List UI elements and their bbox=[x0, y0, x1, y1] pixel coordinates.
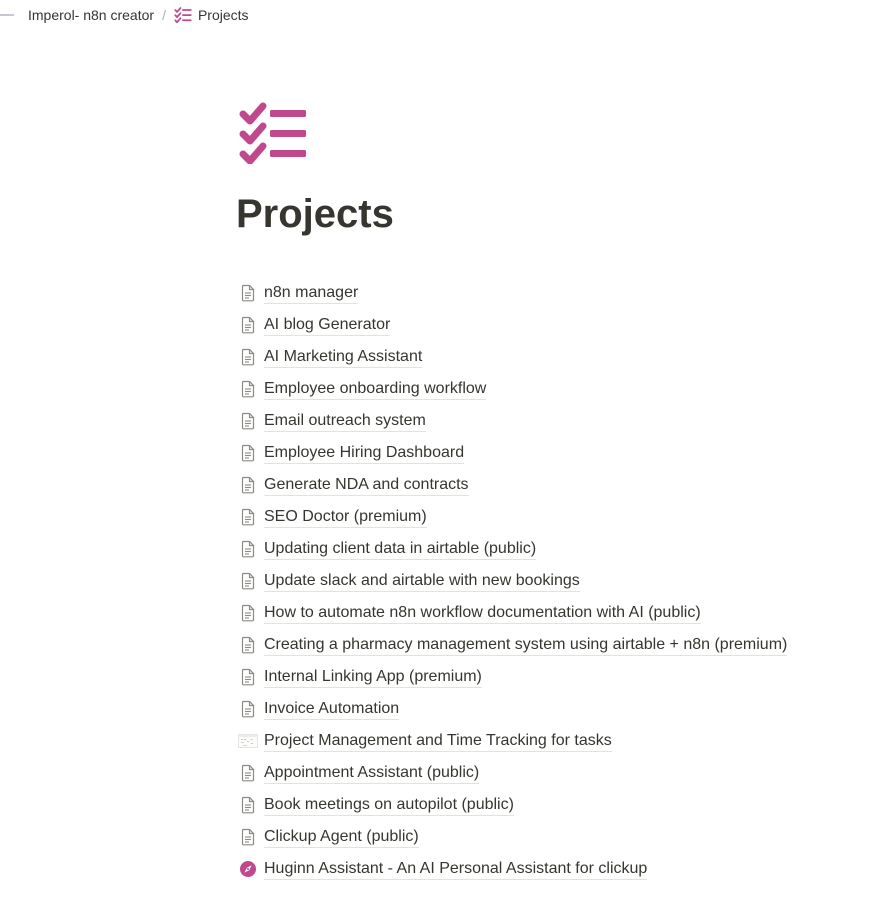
page-title[interactable]: Projects bbox=[236, 192, 394, 236]
compass-icon bbox=[238, 859, 258, 879]
list-item-label: Generate NDA and contracts bbox=[264, 475, 469, 496]
page-icon bbox=[238, 635, 258, 655]
list-item-label: Invoice Automation bbox=[264, 699, 399, 720]
page-icon bbox=[238, 571, 258, 591]
list-item-label: Employee Hiring Dashboard bbox=[264, 443, 464, 464]
page-icon bbox=[238, 283, 258, 303]
list-item-label: AI Marketing Assistant bbox=[264, 347, 422, 368]
page-icon bbox=[238, 507, 258, 527]
page-icon bbox=[238, 795, 258, 815]
list-item-label: Internal Linking App (premium) bbox=[264, 667, 482, 688]
list-item[interactable] bbox=[238, 341, 878, 373]
list-item[interactable] bbox=[238, 373, 878, 405]
page-icon bbox=[238, 827, 258, 847]
breadcrumb-workspace-label: Imperol- n8n creator bbox=[28, 7, 155, 23]
list-item[interactable] bbox=[238, 565, 878, 597]
list-item[interactable] bbox=[238, 725, 878, 757]
list-item-label: Employee onboarding workflow bbox=[264, 379, 486, 400]
list-item-label: AI blog Generator bbox=[264, 315, 390, 336]
checklist-icon bbox=[174, 6, 192, 24]
page-icon bbox=[238, 411, 258, 431]
list-item[interactable] bbox=[238, 629, 878, 661]
list-item-label: Update slack and airtable with new bookings bbox=[264, 571, 580, 592]
page-icon bbox=[238, 699, 258, 719]
calendar-thumbnail-icon bbox=[238, 731, 258, 751]
list-item[interactable] bbox=[238, 821, 878, 853]
list-item-label: n8n manager bbox=[264, 283, 358, 304]
list-item[interactable] bbox=[238, 533, 878, 565]
list-item[interactable] bbox=[238, 661, 878, 693]
page-icon bbox=[238, 603, 258, 623]
page-icon bbox=[238, 475, 258, 495]
page-icon bbox=[238, 667, 258, 687]
breadcrumb-workspace[interactable] bbox=[0, 7, 154, 23]
list-item-label: Creating a pharmacy management system using airtable + n8n (premium) bbox=[264, 635, 787, 656]
breadcrumb-separator: / bbox=[162, 7, 166, 23]
page-icon bbox=[238, 315, 258, 335]
list-item[interactable] bbox=[238, 853, 878, 885]
list-item[interactable] bbox=[238, 501, 878, 533]
list-item-label: How to automate n8n workflow documentation with AI (public) bbox=[264, 603, 701, 624]
page-icon bbox=[238, 443, 258, 463]
list-item[interactable] bbox=[238, 597, 878, 629]
list-item[interactable] bbox=[238, 789, 878, 821]
page-icon bbox=[238, 539, 258, 559]
list-item[interactable] bbox=[238, 437, 878, 469]
list-item[interactable] bbox=[238, 309, 878, 341]
breadcrumb-current-page[interactable] bbox=[174, 6, 249, 24]
list-item[interactable] bbox=[238, 405, 878, 437]
breadcrumb bbox=[0, 0, 249, 30]
list-item-label: Updating client data in airtable (public) bbox=[264, 539, 536, 560]
list-item[interactable] bbox=[238, 757, 878, 789]
checklist-icon[interactable] bbox=[238, 102, 308, 164]
list-item[interactable] bbox=[238, 469, 878, 501]
subpage-list bbox=[238, 277, 878, 885]
page-icon bbox=[238, 763, 258, 783]
page-icon bbox=[238, 347, 258, 367]
list-item-label: Appointment Assistant (public) bbox=[264, 763, 479, 784]
breadcrumb-current-label: Projects bbox=[197, 7, 249, 23]
workspace-logo-icon bbox=[0, 13, 14, 17]
list-item-label: Clickup Agent (public) bbox=[264, 827, 419, 848]
page-icon bbox=[238, 379, 258, 399]
list-item-label: Project Management and Time Tracking for tasks bbox=[264, 731, 612, 752]
list-item-label: Huginn Assistant - An AI Personal Assistant for clickup bbox=[264, 859, 647, 880]
list-item-label: Email outreach system bbox=[264, 411, 426, 432]
list-item-label: Book meetings on autopilot (public) bbox=[264, 795, 514, 816]
list-item-label: SEO Doctor (premium) bbox=[264, 507, 427, 528]
list-item[interactable] bbox=[238, 277, 878, 309]
list-item[interactable] bbox=[238, 693, 878, 725]
